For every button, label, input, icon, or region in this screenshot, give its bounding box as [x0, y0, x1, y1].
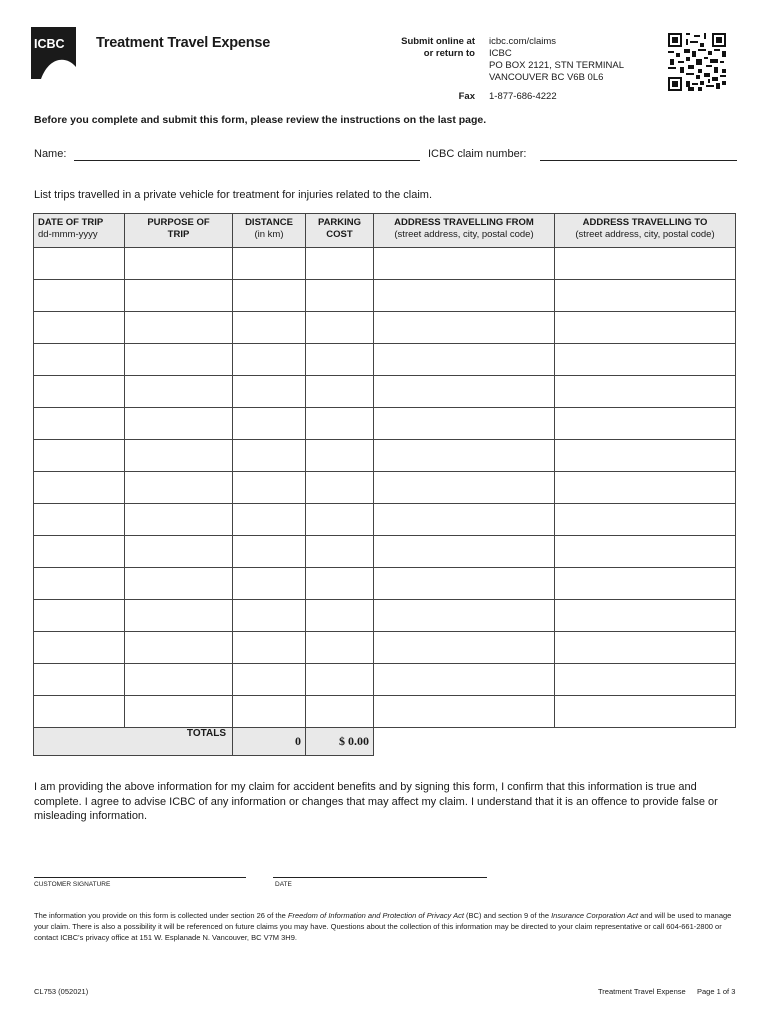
- address-line-2: PO BOX 2121, STN TERMINAL: [489, 60, 624, 71]
- purpose-cell[interactable]: [125, 632, 233, 664]
- date-cell[interactable]: [34, 440, 125, 472]
- table-row: [34, 632, 736, 664]
- address-from-cell[interactable]: [374, 440, 555, 472]
- fax-label: Fax: [458, 91, 475, 102]
- claim-number-field[interactable]: [540, 160, 737, 161]
- address-to-cell[interactable]: [555, 504, 736, 536]
- footer-form-title: Treatment Travel Expense: [598, 987, 686, 996]
- address-to-cell[interactable]: [555, 280, 736, 312]
- table-row: [34, 504, 736, 536]
- purpose-cell[interactable]: [125, 248, 233, 280]
- address-from-cell[interactable]: [374, 696, 555, 728]
- total-distance: 0: [233, 728, 306, 756]
- name-field[interactable]: [74, 160, 420, 161]
- parking-cost-cell[interactable]: [306, 344, 374, 376]
- fax-number: 1-877-686-4222: [489, 91, 557, 102]
- date-cell[interactable]: [34, 568, 125, 600]
- parking-cost-cell[interactable]: [306, 376, 374, 408]
- distance-cell[interactable]: [233, 568, 306, 600]
- table-row: [34, 568, 736, 600]
- declaration-text: I am providing the above information for my claim for accident benefits and by signing this form, I confirm that this information is true and complete. I agree to advise ICBC of any information or changes that may affect my claim. I understand that it is an offence to provide false or misleading information.: [34, 781, 718, 822]
- date-cell[interactable]: [34, 632, 125, 664]
- totals-row: [34, 728, 736, 756]
- privacy-notice: The information you provide on this form is collected under section 26 of the Freedom of Information and Protection of Privacy Act (BC) and section 9 of the Insurance Corporation Act and will be used to manage your claim. There is also a possibility it will be referenced on future claims you may have. Questions about the collection of this information may be directed to your claim representative or call 604-661-2800 or contact ICBC's privacy office at 151 W. Esplanade N. Vancouver, BC V7M 3H9.: [34, 911, 732, 942]
- distance-cell[interactable]: [233, 440, 306, 472]
- table-row: [34, 312, 736, 344]
- parking-cost-cell[interactable]: [306, 280, 374, 312]
- parking-cost-cell[interactable]: [306, 696, 374, 728]
- address-to-cell[interactable]: [555, 696, 736, 728]
- date-of-trip-header: DATE OF TRIP dd-mmm-yyyy: [34, 214, 125, 248]
- table-header-row: [34, 214, 736, 248]
- date-cell[interactable]: [34, 504, 125, 536]
- parking-cost-cell[interactable]: [306, 472, 374, 504]
- parking-cost-cell[interactable]: [306, 568, 374, 600]
- claim-number-label: ICBC claim number:: [428, 148, 527, 160]
- submit-online-label: Submit online at: [401, 36, 475, 47]
- parking-cost-cell[interactable]: [306, 664, 374, 696]
- form-title: Treatment Travel Expense: [96, 35, 271, 51]
- submit-addresses: [489, 36, 624, 84]
- distance-cell[interactable]: [233, 312, 306, 344]
- parking-cost-cell[interactable]: [306, 536, 374, 568]
- parking-cost-cell[interactable]: [306, 632, 374, 664]
- address-to-cell[interactable]: [555, 472, 736, 504]
- parking-cost-cell[interactable]: [306, 408, 374, 440]
- customer-signature-field[interactable]: [34, 877, 246, 878]
- address-to-cell[interactable]: [555, 632, 736, 664]
- logo-text: ICBC: [34, 37, 65, 51]
- distance-header: DISTANCE (in km): [233, 214, 306, 248]
- purpose-header: PURPOSE OF TRIP: [125, 214, 233, 248]
- trip-table: [33, 213, 736, 756]
- address-to-cell[interactable]: [555, 568, 736, 600]
- address-to-header: ADDRESS TRAVELLING TO (street address, city, postal code): [555, 214, 736, 248]
- table-row: [34, 280, 736, 312]
- date-cell[interactable]: [34, 344, 125, 376]
- address-to-cell[interactable]: [555, 408, 736, 440]
- distance-cell[interactable]: [233, 600, 306, 632]
- address-from-cell[interactable]: [374, 504, 555, 536]
- date-cell[interactable]: [34, 408, 125, 440]
- parking-cost-cell[interactable]: [306, 248, 374, 280]
- purpose-cell[interactable]: [125, 312, 233, 344]
- address-from-cell[interactable]: [374, 312, 555, 344]
- page-number: Page 1 of 3: [697, 987, 736, 996]
- address-to-cell[interactable]: [555, 248, 736, 280]
- address-from-cell[interactable]: [374, 664, 555, 696]
- table-row: [34, 248, 736, 280]
- purpose-cell[interactable]: [125, 600, 233, 632]
- table-row: [34, 408, 736, 440]
- address-from-cell[interactable]: [374, 568, 555, 600]
- table-row: [34, 696, 736, 728]
- total-parking-cost: $ 0.00: [306, 728, 374, 756]
- date-cell[interactable]: [34, 696, 125, 728]
- trip-list-instructions: List trips travelled in a private vehicle for treatment for injuries related to the claim.: [34, 189, 433, 201]
- address-to-cell[interactable]: [555, 536, 736, 568]
- address-from-cell[interactable]: [374, 472, 555, 504]
- address-from-cell[interactable]: [374, 536, 555, 568]
- purpose-cell[interactable]: [125, 664, 233, 696]
- address-from-header: ADDRESS TRAVELLING FROM (street address, city, postal code): [374, 214, 555, 248]
- purpose-cell[interactable]: [125, 536, 233, 568]
- table-row: [34, 600, 736, 632]
- purpose-cell[interactable]: [125, 280, 233, 312]
- purpose-cell[interactable]: [125, 696, 233, 728]
- totals-label: TOTALS: [34, 728, 233, 756]
- submit-labels: [380, 36, 475, 60]
- distance-cell[interactable]: [233, 280, 306, 312]
- table-row: [34, 440, 736, 472]
- address-from-cell[interactable]: [374, 344, 555, 376]
- purpose-cell[interactable]: [125, 408, 233, 440]
- date-field[interactable]: [273, 877, 487, 878]
- distance-cell[interactable]: [233, 376, 306, 408]
- purpose-cell[interactable]: [125, 504, 233, 536]
- table-row: [34, 664, 736, 696]
- purpose-cell[interactable]: [125, 376, 233, 408]
- return-to-label: or return to: [423, 48, 475, 59]
- address-from-cell[interactable]: [374, 600, 555, 632]
- address-from-cell[interactable]: [374, 632, 555, 664]
- purpose-cell[interactable]: [125, 344, 233, 376]
- address-from-cell[interactable]: [374, 376, 555, 408]
- date-cell[interactable]: [34, 312, 125, 344]
- purpose-cell[interactable]: [125, 472, 233, 504]
- date-cell[interactable]: [34, 536, 125, 568]
- date-cell[interactable]: [34, 664, 125, 696]
- date-cell[interactable]: [34, 248, 125, 280]
- table-row: [34, 376, 736, 408]
- address-to-cell[interactable]: [555, 376, 736, 408]
- parking-cost-cell[interactable]: [306, 504, 374, 536]
- customer-signature-label: CUSTOMER SIGNATURE: [34, 881, 111, 888]
- distance-cell[interactable]: [233, 696, 306, 728]
- name-label: Name:: [34, 148, 67, 160]
- parking-cost-cell[interactable]: [306, 312, 374, 344]
- distance-cell[interactable]: [233, 408, 306, 440]
- address-from-cell[interactable]: [374, 408, 555, 440]
- date-cell[interactable]: [34, 600, 125, 632]
- parking-cost-cell[interactable]: [306, 440, 374, 472]
- qr-code-icon: [668, 33, 726, 91]
- purpose-cell[interactable]: [125, 568, 233, 600]
- distance-cell[interactable]: [233, 504, 306, 536]
- distance-cell[interactable]: [233, 664, 306, 696]
- distance-cell[interactable]: [233, 632, 306, 664]
- instructions-notice: Before you complete and submit this form, please review the instructions on the last page.: [34, 114, 487, 126]
- address-from-cell[interactable]: [374, 248, 555, 280]
- form-code: CL753 (052021): [34, 987, 89, 996]
- address-line-3: VANCOUVER BC V6B 0L6: [489, 72, 604, 83]
- address-to-cell[interactable]: [555, 664, 736, 696]
- distance-cell[interactable]: [233, 248, 306, 280]
- address-from-cell[interactable]: [374, 280, 555, 312]
- date-cell[interactable]: [34, 280, 125, 312]
- icbc-logo: [31, 27, 76, 79]
- table-row: [34, 472, 736, 504]
- parking-cost-cell[interactable]: [306, 600, 374, 632]
- date-cell[interactable]: [34, 376, 125, 408]
- address-line-1: ICBC: [489, 48, 512, 59]
- address-to-cell[interactable]: [555, 600, 736, 632]
- date-cell[interactable]: [34, 472, 125, 504]
- submit-url[interactable]: icbc.com/claims: [489, 36, 557, 47]
- table-row: [34, 344, 736, 376]
- address-to-cell[interactable]: [555, 312, 736, 344]
- date-label: DATE: [275, 881, 292, 888]
- address-to-cell[interactable]: [555, 440, 736, 472]
- distance-cell[interactable]: [233, 472, 306, 504]
- purpose-cell[interactable]: [125, 440, 233, 472]
- distance-cell[interactable]: [233, 344, 306, 376]
- parking-cost-header: PARKING COST: [306, 214, 374, 248]
- distance-cell[interactable]: [233, 536, 306, 568]
- address-to-cell[interactable]: [555, 344, 736, 376]
- table-row: [34, 536, 736, 568]
